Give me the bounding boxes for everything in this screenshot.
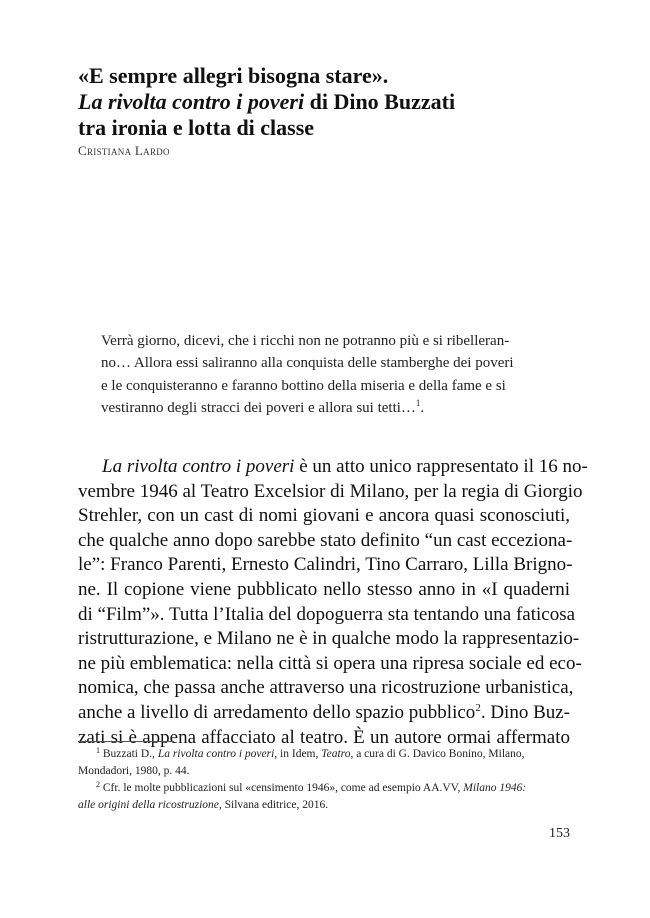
footnote-work-title: Teatro bbox=[321, 748, 351, 760]
epigraph-line: e le conquisteranno e faranno bottino della miseria e della fame e si bbox=[101, 377, 506, 394]
epigraph-line-last bbox=[101, 397, 569, 419]
epigraph-end-punct: . bbox=[420, 399, 425, 416]
footnote-ref-2[interactable]: 2 bbox=[475, 701, 481, 714]
body-line: di “Film”». Tutta l’Italia del dopoguerra sta tentando una faticosa bbox=[78, 603, 576, 625]
footnote-divider bbox=[78, 741, 174, 742]
body-line: ne più emblematica: nella città si opera una ripresa sociale ed eco- bbox=[78, 652, 582, 674]
body-line bbox=[78, 701, 570, 726]
footnote-text: Buzzati D., bbox=[100, 748, 158, 760]
epigraph bbox=[101, 330, 569, 419]
body-line: vembre 1946 al Teatro Excelsior di Milano, per la regia di Giorgio bbox=[78, 480, 583, 502]
body-line: che qualche anno dopo sarebbe stato definito “un cast ecceziona- bbox=[78, 529, 573, 551]
body-paragraph bbox=[78, 455, 588, 750]
footnote-work-title: La rivolta contro i poveri bbox=[157, 748, 275, 760]
epigraph-line-text: vestiranno degli stracci dei poveri e allora sui tetti… bbox=[101, 399, 416, 416]
footnote-work-title: Milano 1946: bbox=[463, 782, 527, 794]
footnote-1-continued: Mondadori, 1980, p. 44. bbox=[78, 765, 190, 777]
footnote-2-number: 2 bbox=[96, 780, 100, 789]
title-line-2 bbox=[78, 89, 578, 115]
title-line-3: tra ironia e lotta di classe bbox=[78, 115, 315, 140]
body-work-name: La rivolta contro i poveri bbox=[102, 456, 295, 477]
body-line-rest: è un atto unico rappresentato il 16 no- bbox=[294, 456, 588, 477]
footnote-text: , Silvana editrice, 2016. bbox=[218, 799, 329, 811]
footnotes bbox=[78, 746, 570, 814]
chapter-title bbox=[78, 63, 578, 141]
footnote-text: , a cura di G. Davico Bonino, Milano, bbox=[350, 748, 525, 760]
title-line-2-rest: di Dino Buzzati bbox=[304, 89, 456, 114]
body-line: Strehler, con un cast di nomi giovani e ancora quasi sconosciuti, bbox=[78, 505, 570, 527]
epigraph-line: Verrà giorno, dicevi, che i ricchi non ne potranno più e si ribelleran- bbox=[101, 333, 510, 349]
footnote-text: Cfr. le molte pubblicazioni sul «censimento 1946», come ad esempio AA.VV, bbox=[100, 782, 464, 794]
body-line: ristrutturazione, e Milano ne è in qualche modo la rappresentazio- bbox=[78, 628, 580, 650]
body-line: ne. Il copione viene pubblicato nello stesso anno in «I quaderni bbox=[78, 578, 570, 600]
page-number: 153 bbox=[549, 826, 570, 841]
footnote-text: , in Idem, bbox=[274, 748, 322, 760]
body-line bbox=[78, 455, 588, 480]
body-line: zati si è appena affacciato al teatro. È un autore ormai affermato bbox=[78, 726, 570, 748]
footnote-1 bbox=[78, 746, 570, 763]
footnote-ref-1[interactable]: 1 bbox=[415, 397, 421, 408]
epigraph-line: no… Allora essi saliranno alla conquista delle stamberghe dei poveri bbox=[101, 355, 514, 372]
body-line-part: anche a livello di arredamento dello spazio pubblico bbox=[78, 701, 476, 723]
body-line: le”: Franco Parenti, Ernesto Calindri, Tino Carraro, Lilla Brigno- bbox=[78, 554, 573, 576]
body-line-part: . Dino Buz- bbox=[480, 701, 571, 723]
author-name: Cristiana Lardo bbox=[78, 143, 170, 158]
footnote-1-number: 1 bbox=[96, 746, 100, 755]
footnote-work-title: alle origini della ricostruzione bbox=[78, 799, 219, 811]
footnote-2-continued bbox=[78, 797, 570, 814]
title-line-1: «E sempre allegri bisogna stare». bbox=[78, 63, 389, 88]
footnote-2 bbox=[78, 780, 570, 797]
body-line: nomica, che passa anche attraverso una ricostruzione urbanistica, bbox=[78, 677, 574, 699]
title-work-name: La rivolta contro i poveri bbox=[78, 89, 305, 114]
